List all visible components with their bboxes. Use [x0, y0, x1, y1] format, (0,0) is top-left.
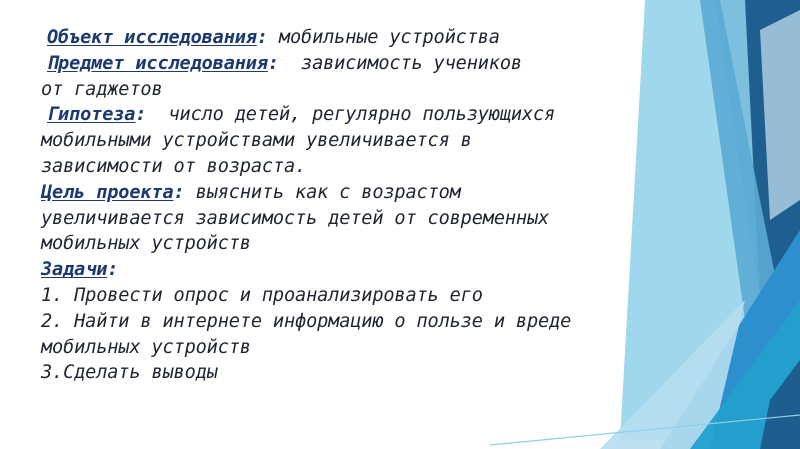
subject-text: зависимость учеников — [278, 52, 522, 74]
object-line — [41, 25, 741, 51]
hypothesis-line-cont1: мобильными устройствами увеличивается в — [41, 130, 472, 152]
hypothesis-line — [41, 102, 741, 128]
task-item: 2. Найти в интернете информацию о пользе и вреде — [41, 310, 572, 332]
hypothesis-colon: : — [135, 104, 147, 126]
tasks-colon: : — [107, 259, 119, 281]
slide-body-text — [41, 25, 741, 386]
goal-line-cont2: мобильных устройств — [41, 233, 251, 255]
hypothesis-label: Гипотеза — [47, 104, 136, 126]
subject-label: Предмет исследования — [47, 52, 268, 74]
task-item: 3.Сделать выводы — [41, 362, 218, 384]
goal-text: выяснить как с возрастом — [184, 181, 461, 203]
subject-colon: : — [267, 52, 279, 74]
object-colon: : — [256, 27, 268, 48]
object-label: Объект исследования — [47, 27, 257, 48]
goal-colon: : — [173, 181, 185, 203]
goal-line — [41, 180, 741, 206]
hypothesis-text: число детей, регулярно пользующихся — [146, 104, 556, 126]
tasks-line — [41, 257, 741, 283]
goal-label: Цель проекта — [41, 181, 174, 203]
goal-line-cont1: увеличивается зависимость детей от современных — [41, 207, 550, 229]
task-item: 1. Провести опрос и проанализировать его — [41, 284, 483, 306]
object-text: мобильные устройства — [267, 27, 500, 48]
hypothesis-line-cont2: зависимости от возраста. — [41, 155, 307, 177]
subject-line-cont: от гаджетов — [41, 78, 163, 100]
subject-line — [41, 51, 741, 77]
tasks-label: Задачи — [41, 259, 108, 281]
task-item: мобильных устройств — [41, 336, 251, 358]
